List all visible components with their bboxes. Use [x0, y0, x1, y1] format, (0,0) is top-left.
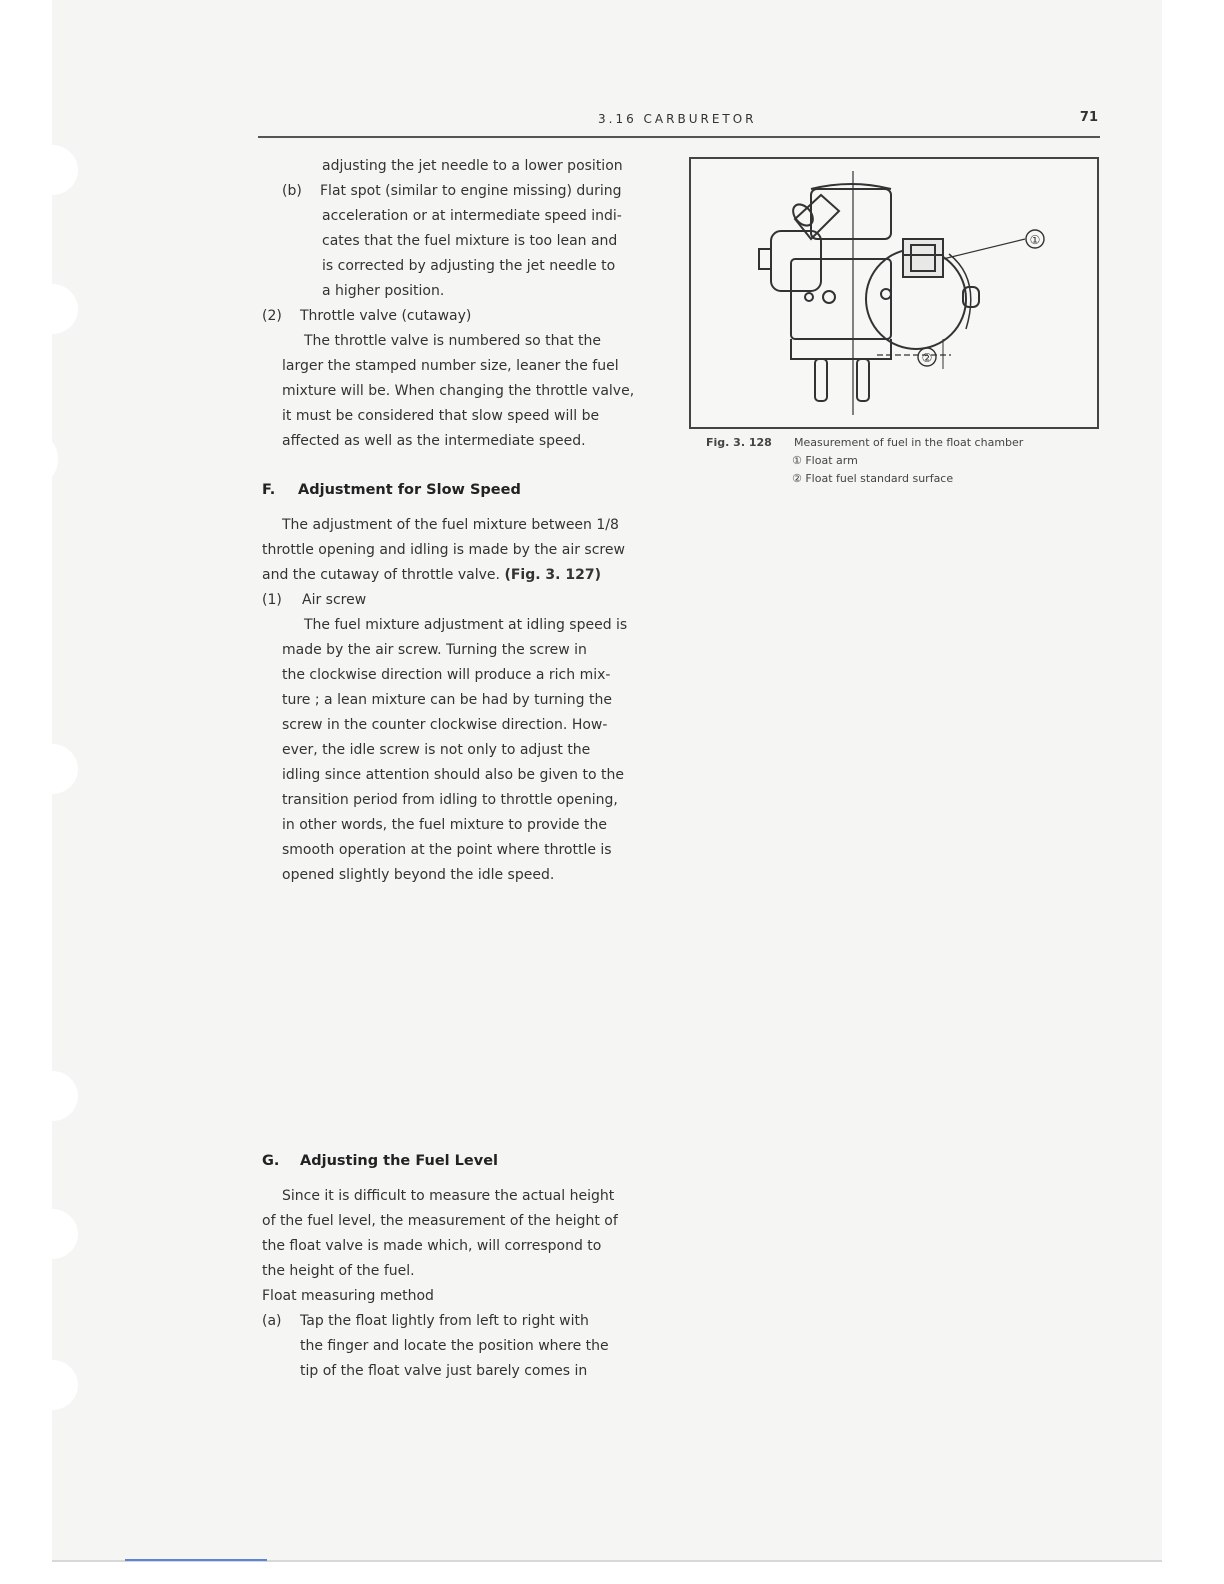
binder-hole — [26, 1071, 78, 1121]
callout-1: ① — [1029, 233, 1041, 247]
carburetor-illustration — [691, 159, 1097, 427]
binder-hole — [26, 145, 78, 195]
text-line: tip of the float valve just barely comes in — [300, 1363, 588, 1379]
list-marker: (1) — [262, 592, 282, 608]
text-line: acceleration or at intermediate speed indi- — [322, 208, 622, 224]
section-heading — [262, 1149, 654, 1174]
text-line: cates that the fuel mixture is too lean and — [322, 233, 618, 249]
text-line: the float valve is made which, will correspond to — [262, 1238, 602, 1254]
text-line: ture ; a lean mixture can be had by turning the — [282, 692, 612, 708]
text-line: a higher position. — [322, 283, 445, 299]
text-line: adjusting the jet needle to a lower position — [322, 158, 623, 174]
text-line: screw in the counter clockwise direction. How- — [282, 717, 608, 733]
text-line: it must be considered that slow speed will be — [282, 408, 600, 424]
page-number: 71 — [1079, 110, 1098, 125]
text-line: The throttle valve is numbered so that the — [304, 333, 601, 349]
binder-hole — [18, 434, 58, 484]
figure-number: Fig. 3. 128 — [706, 436, 772, 449]
page-header — [258, 110, 1100, 138]
text-line: the finger and locate the position where the — [300, 1338, 609, 1354]
text-line: mixture will be. When changing the throttle valve, — [282, 383, 635, 399]
text-line: opened slightly beyond the idle speed. — [282, 867, 555, 883]
binder-hole — [26, 1360, 78, 1410]
list-marker: (2) — [262, 308, 282, 324]
text-line: smooth operation at the point where throttle is — [282, 842, 612, 858]
list-marker: (b) — [282, 183, 302, 199]
text-line — [262, 563, 654, 588]
text-line: Float measuring method — [262, 1288, 434, 1304]
binder-hole — [26, 284, 78, 334]
text-line: affected as well as the intermediate speed. — [282, 433, 586, 449]
caption-line — [706, 434, 1023, 452]
text-line: larger the stamped number size, leaner the fuel — [282, 358, 619, 374]
binder-hole — [26, 744, 78, 794]
list-item-2 — [262, 304, 654, 329]
text-line: Tap the float lightly from left to right with — [300, 1313, 589, 1329]
callout-2: ② — [921, 351, 933, 365]
caption-item: ① Float arm — [792, 454, 858, 467]
figure-carburetor — [689, 157, 1099, 429]
text-line: the clockwise direction will produce a rich mix- — [282, 667, 611, 683]
list-item-b — [262, 179, 654, 204]
section-f — [262, 478, 654, 888]
heading-letter: G. — [262, 1153, 280, 1169]
figure-title: Measurement of fuel in the float chamber — [794, 436, 1024, 449]
text-line: the height of the fuel. — [262, 1263, 415, 1279]
list-marker: (a) — [262, 1313, 282, 1329]
figure-caption — [706, 434, 1023, 488]
column-top — [262, 154, 654, 454]
text-line: idling since attention should also be given to the — [282, 767, 624, 783]
heading-title: Adjusting the Fuel Level — [300, 1153, 499, 1169]
section-title: 3.16 CARBURETOR — [598, 112, 757, 126]
text-line: in other words, the fuel mixture to provide the — [282, 817, 607, 833]
text-line: Throttle valve (cutaway) — [300, 308, 472, 324]
text-line: Since it is difficult to measure the actual height — [282, 1188, 615, 1204]
text-line: Air screw — [302, 592, 367, 608]
text-line: Flat spot (similar to engine missing) during — [320, 183, 622, 199]
text-line: The adjustment of the fuel mixture between 1/8 — [282, 517, 619, 533]
text-line: is corrected by adjusting the jet needle to — [322, 258, 616, 274]
text-line: ever, the idle screw is not only to adjust the — [282, 742, 591, 758]
section-heading — [262, 478, 654, 503]
text-fragment: and the cutaway of throttle valve. — [262, 567, 500, 583]
text-line: made by the air screw. Turning the screw in — [282, 642, 587, 658]
heading-title: Adjustment for Slow Speed — [298, 482, 521, 498]
list-item-a — [262, 1309, 654, 1334]
heading-letter: F. — [262, 482, 276, 498]
section-g — [262, 1149, 654, 1384]
list-item-1 — [262, 588, 654, 613]
text-line: throttle opening and idling is made by the air screw — [262, 542, 625, 558]
caption-item: ② Float fuel standard surface — [792, 472, 954, 485]
figure-reference: (Fig. 3. 127) — [504, 567, 601, 583]
text-line: transition period from idling to throttle opening, — [282, 792, 618, 808]
binder-hole — [26, 1209, 78, 1259]
text-line: of the fuel level, the measurement of the height of — [262, 1213, 618, 1229]
scroll-indicator — [125, 1559, 267, 1561]
text-line: The fuel mixture adjustment at idling speed is — [304, 617, 628, 633]
